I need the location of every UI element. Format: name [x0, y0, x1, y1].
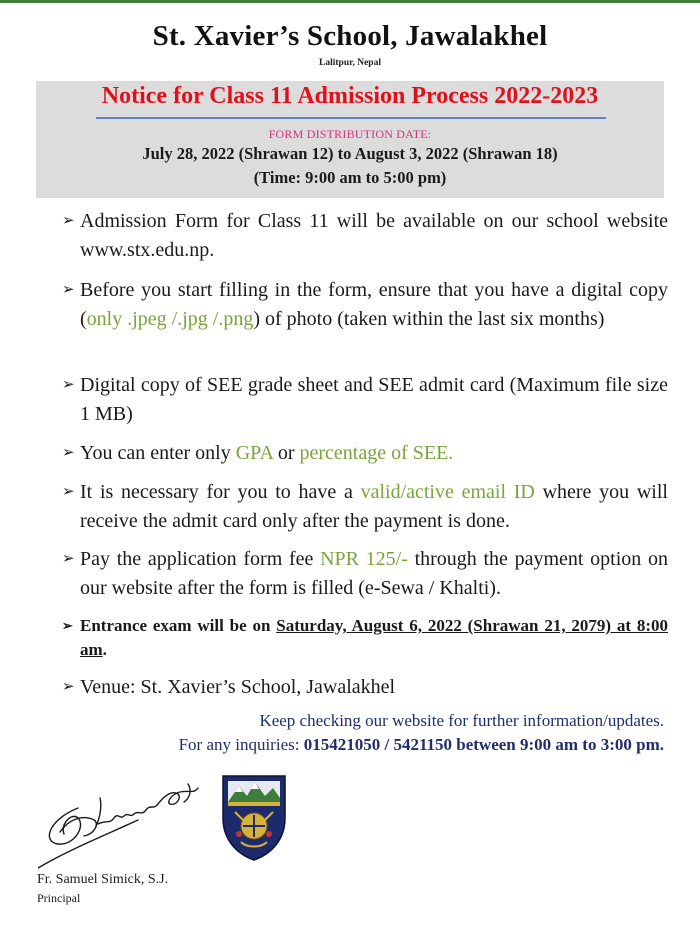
bullet-text: It is necessary for you to have a	[80, 481, 361, 503]
school-name: St. Xavier’s School, Jawalakhel	[152, 20, 548, 52]
signatory-name: Fr. Samuel Simick, S.J.	[37, 872, 169, 887]
bullet-text: through the payment option on our website after the form is filled (e-Sewa / Khalti).	[80, 548, 668, 599]
distribution-time: (Time: 9:00 am to 5:00 pm)	[253, 168, 447, 187]
exam-date-underlined: Saturday, August 6, 2022 (Shrawan 21, 2079) at 8:00 am	[80, 616, 668, 659]
bullet-email	[62, 478, 668, 536]
keep-checking-note: Keep checking our website for further information/updates.	[259, 711, 664, 730]
title-underline	[96, 117, 606, 119]
arrowhead-bullet-icon: ➢	[62, 282, 75, 298]
bullet-text: ) of photo (taken within the last six months)	[253, 308, 605, 330]
bullet-photo-requirement	[62, 276, 668, 334]
file-types-highlight: only .jpeg /.jpg /.png	[86, 308, 254, 330]
distribution-dates: July 28, 2022 (Shrawan 12) to August 3, 2022 (Shrawan 18)	[142, 144, 558, 163]
school-crest-logo	[219, 770, 289, 863]
bullet-grade-sheet	[62, 371, 668, 429]
bullet-text: Admission Form for Class 11 will be available on our school website www.stx.edu.np.	[80, 210, 668, 261]
arrowhead-bullet-icon: ➢	[62, 484, 75, 500]
notice-banner	[36, 81, 664, 198]
arrowhead-bullet-icon: ➢	[62, 213, 75, 229]
arrowhead-bullet-icon: ➢	[62, 551, 75, 567]
bullet-fee	[62, 545, 668, 603]
school-location: Lalitpur, Nepal	[319, 58, 381, 68]
bullet-text: or	[272, 442, 300, 464]
bullet-text: Before you start filling in the form, ensure that you have a digital copy (	[80, 279, 668, 330]
arrowhead-bullet-icon: ➢	[62, 618, 73, 633]
gpa-highlight: GPA	[235, 442, 273, 464]
email-highlight: valid/active email ID	[360, 481, 535, 503]
bullet-text: Entrance exam will be on	[80, 616, 277, 635]
arrowhead-bullet-icon: ➢	[62, 377, 75, 393]
bullet-text: Pay the application form fee	[80, 548, 321, 570]
bullet-text: You can enter only	[80, 442, 236, 464]
arrowhead-bullet-icon: ➢	[62, 679, 75, 695]
bullet-text: where you will receive the admit card only after the payment is done.	[80, 481, 668, 532]
bullet-form-availability	[62, 207, 668, 265]
bullet-text: Venue: St. Xavier’s School, Jawalakhel	[80, 676, 396, 698]
principal-signature	[38, 780, 218, 875]
bullet-venue	[62, 673, 668, 702]
bullet-entrance-exam	[62, 614, 668, 662]
inquiries-line	[179, 735, 664, 755]
signatory-title: Principal	[37, 891, 81, 905]
notice-title: Notice for Class 11 Admission Process 2022-2023	[101, 83, 599, 109]
bullet-text: Digital copy of SEE grade sheet and SEE admit card (Maximum file size 1 MB)	[80, 374, 668, 425]
distribution-label: FORM DISTRIBUTION DATE:	[268, 127, 432, 141]
bullet-gpa	[62, 439, 668, 468]
arrowhead-bullet-icon: ➢	[62, 445, 75, 461]
fee-highlight: NPR 125/-	[320, 548, 408, 570]
inquiries-label: For any inquiries:	[178, 735, 304, 754]
percentage-highlight: percentage of SEE.	[299, 442, 454, 464]
top-border	[0, 0, 700, 3]
bullet-text: .	[102, 640, 107, 659]
inquiries-phone: 015421050 / 5421150 between 9:00 am to 3:00 pm.	[303, 735, 664, 754]
